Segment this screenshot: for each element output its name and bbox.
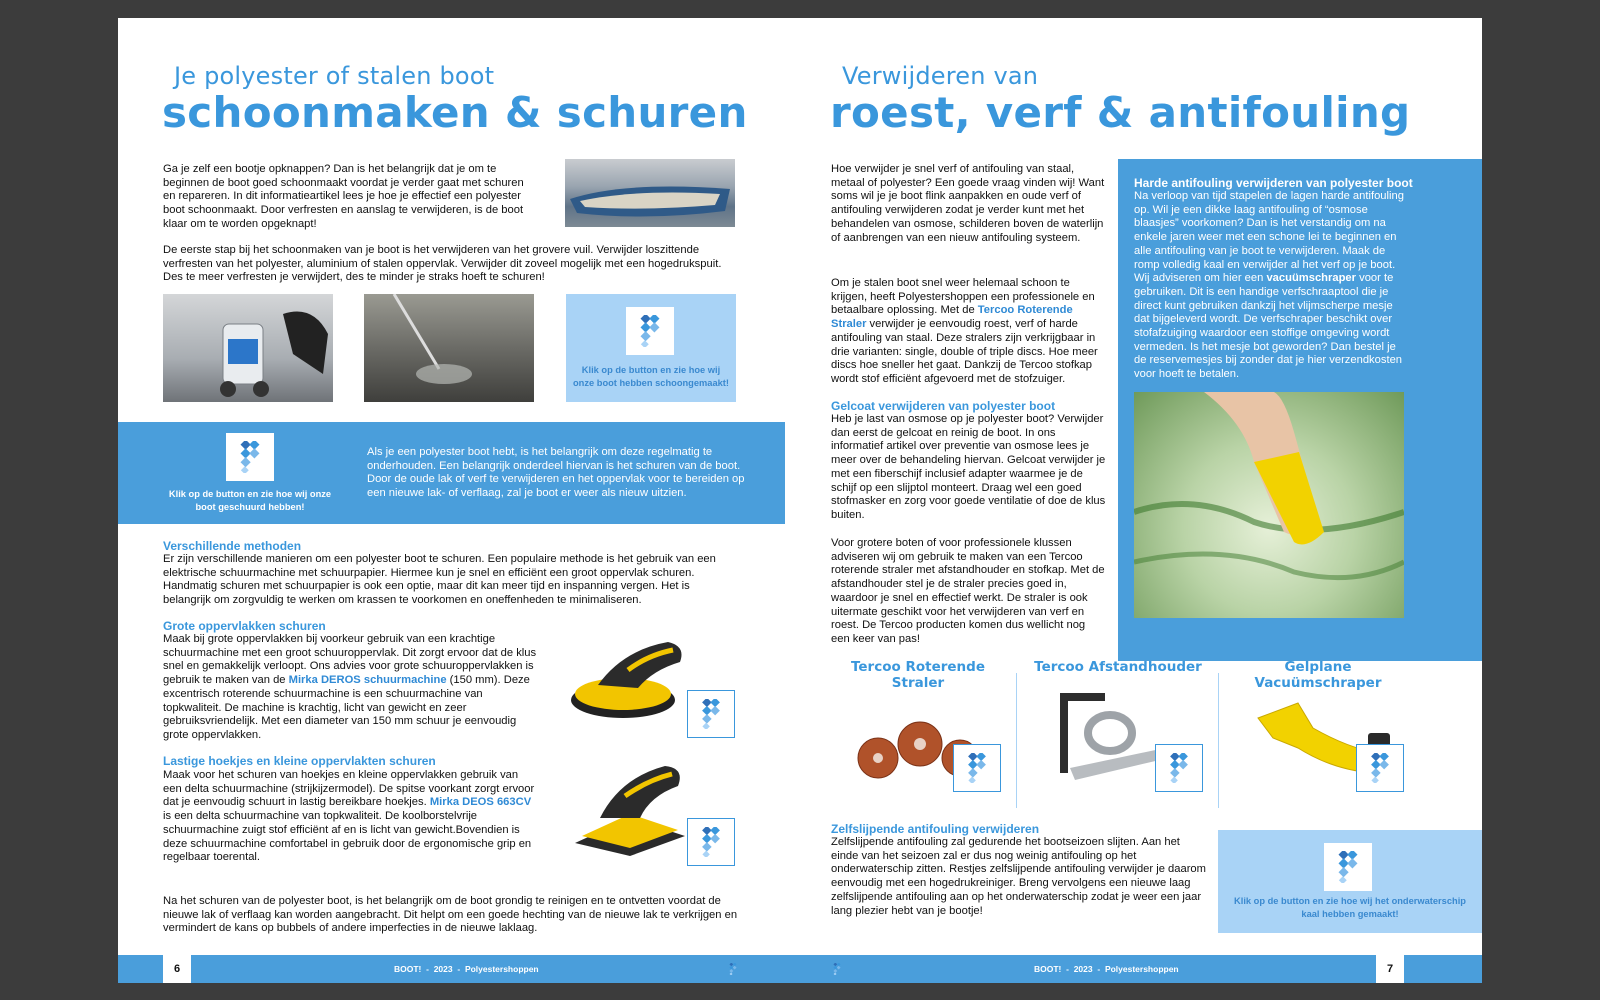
- logo-icon[interactable]: [1155, 744, 1203, 792]
- large-surface-text: [163, 633, 538, 743]
- corners-heading: Lastige hoekjes en kleine oppervlakten schuren: [163, 754, 436, 768]
- tercoo-straler-link[interactable]: Tercoo Roterende Straler: [831, 304, 1073, 331]
- footer-year: 2023: [433, 964, 453, 974]
- logo-icon: [626, 307, 674, 355]
- magazine-spread: [118, 18, 1482, 983]
- right-p3: Voor grotere boten of voor professionele klussen adviseren wij om gebruik te maken van een Tercoo roterende straler met afstandhouder en stofkap. Met de afstandhouder stel je de straler precies goed in, waardoor je snel en effectief werkt. De straler is ook uitermate geschikt voor het verwijderen van verf en roest. De Tercoo producten komen dus wellicht nog een keer van pas!: [831, 537, 1105, 645]
- right-headline: roest, verf & antifouling: [830, 88, 1411, 137]
- logo-icon[interactable]: [1356, 744, 1404, 792]
- right-kicker: Verwijderen van: [842, 62, 1039, 90]
- p2-text-b: verwijder je eenvoudig roest, verf of harde antifouling van staal. Deze stralers zijn verkrijgbaar in drie varianten: single, double of triple discs. Hoe meer discs hoe sneller het gaat. Dankzij de Tercoo stofkap wordt stof efficiënt afgevoerd met de stofzuiger.: [831, 318, 1098, 385]
- antifouling-box-heading: Harde antifouling verwijderen van polyester boot: [1134, 176, 1413, 190]
- footer-brand: BOOT!: [1034, 964, 1062, 974]
- cleaning-deck-photo: [364, 294, 534, 402]
- logo-icon[interactable]: [953, 744, 1001, 792]
- gelcoat-heading: Gelcoat verwijderen van polyester boot: [831, 399, 1056, 413]
- footer-company: Polyestershoppen: [464, 964, 539, 974]
- sanding-band-text: Als je een polyester boot hebt, is het belangrijk om deze regelmatig te onderhouden. Een belangrijk onderdeel hiervan is het schuren van de boot. Door de oude lak of verf te verwijderen en het oppervlak voor te bereiden op een nieuwe lak- of verflaag, zal je boot er weer als nieuw uitzien.: [367, 446, 745, 500]
- boat-photo: [565, 159, 735, 227]
- footer-year: 2023: [1073, 964, 1093, 974]
- box-text-a: Na verloop van tijd stapelen de lagen harde antifouling op. Wil je een dikke laag antifouling of “osmose blaasjes” voorkomen? Dan is het verstandig om na enkele jaren weer met een schone lei te beginnen en alle antifouling van je boot te verwijderen. Maak de romp volledig kaal en verwijder al het verf op je boot. Wij adviseren om hier een: [1134, 190, 1404, 285]
- right-p2: [831, 277, 1106, 387]
- logo-icon[interactable]: [687, 690, 735, 738]
- methods-text: Er zijn verschillende manieren om een polyester boot te schuren. Een populaire methode is het gebruik van een elektrische schuurmachine met schuurpapier. Hiermee kun je snel en efficiënt een groot oppervlak schuren. Handmatig schuren met schuurpapier is ook een optie, maar dit kan meer tijd en inspanning vergen. Het is belangrijk om zorgvuldig te werken om krassen te voorkomen en oneffenheden te minimaliseren.: [163, 553, 716, 607]
- clean-video-caption: Klik op de button en zie hoe wij onze boot hebben schoongemaakt!: [573, 365, 729, 388]
- page-number-right: 7: [1376, 955, 1404, 983]
- antifouling-box: [1118, 159, 1482, 661]
- antifouling-box-text: [1134, 190, 1406, 382]
- product-title-straler: Tercoo Roterende Straler: [850, 659, 985, 691]
- footer-brand: BOOT!: [394, 964, 422, 974]
- zelfslijpend-heading: Zelfslijpende antifouling verwijderen: [831, 822, 1040, 836]
- mirka-deos-link[interactable]: Mirka DEOS 663CV: [429, 796, 532, 809]
- mirka-deros-photo: [568, 630, 688, 725]
- sanding-band: [118, 422, 785, 524]
- right-footer-text: [1034, 964, 1179, 974]
- corner-text-a: Maak voor het schuren van hoekjes en kleine oppervlakken gebruik van een delta schuurmachine (strijkijzermodel). De spitse voorkant zorgt ervoor dat je eenvoudig schuurt in lastig bereikbare hoekjes.: [163, 769, 535, 809]
- footer-company: Polyestershoppen: [1104, 964, 1179, 974]
- left-intro-p1: Ga je zelf een bootje opknappen? Dan is het belangrijk dat je om te beginnen de boot goed schoonmaakt voordat je verder gaat met schuren en repareren. In dit informatieartikel lees je hoe je effectief een polyester boot schoonmaakt. Door verfresten en aanslag te verwijderen, is de boot klaar om te worden opgeknapt!: [163, 163, 524, 230]
- mirka-deros-link[interactable]: Mirka DEROS schuurmachine: [288, 674, 447, 687]
- right-p1: Hoe verwijder je snel verf of antifouling van staal, metaal of polyester? Een goede vraag vinden wij! Want soms wil je je boot flink aanpakken en oude verf of antifouling verwijderen zodat je verder kunt met het behandelen van osmose, schilderen boven de waterlijn of aanbrengen van een nieuw antifouling systeem.: [831, 163, 1105, 244]
- left-footer: [118, 955, 785, 983]
- footer-sep: -: [1066, 964, 1069, 974]
- methods-heading: Verschillende methoden: [163, 539, 302, 553]
- left-intro-p2: De eerste stap bij het schoonmaken van je boot is het verwijderen van het grovere vuil. Verwijder loszittende verfresten van het polyester, aluminium of stalen oppervlak. Verwijder dit zoveel mogelijk met een hogedrukspuit. Des te meer verfresten je verwijdert, des te minder je straks hoeft te schuren!: [163, 244, 722, 284]
- underwater-video-caption: Klik op de button en zie hoe wij het onderwaterschip kaal hebben gemaakt!: [1234, 896, 1466, 919]
- scraper-photo: [1134, 392, 1404, 618]
- corner-text-b: is een delta schuurmachine van topkwaliteit. De koolborstelvrije schuurmachine zuigt stof efficiënt af en is licht van gewicht.Bovendien is deze schuurmachine comfortabel in gebruik door de ergonomische grip en regelbaar toerental.: [163, 810, 532, 864]
- footer-logo-icon: [727, 962, 739, 976]
- large-text-a: Maak bij grote oppervlakken bij voorkeur gebruik van een krachtige schuurmachine met een groot schuuroppervlak. Dit zorgt ervoor dat de klus snel en gemakkelijk verloopt. Ons advies voor grote schuuroppervlakken is gebruik te maken van de: [163, 633, 537, 687]
- logo-icon[interactable]: [226, 433, 274, 481]
- corners-text: [163, 769, 538, 865]
- product-title-vacuumschraper: Gelplane Vacuümschraper: [1254, 659, 1382, 691]
- footer-sep: -: [426, 964, 429, 974]
- page-number-left: 6: [163, 955, 191, 983]
- clean-video-box[interactable]: [566, 294, 736, 402]
- underwater-video-box[interactable]: [1218, 830, 1482, 933]
- pressure-washer-photo: [163, 294, 333, 402]
- box-text-b: voor te gebruiken. Dit is een handige verfschraaptool die je direct kunt gebruiken dankzij het vlijmscherpe mesje dat bijgeleverd wordt. De verfschraper beschikt over stofafzuiging waardoor een stoffige omgeving wordt vermeden. Is het mesje bot geworden? Dan bestel je de reservemesjes bij zonder dat je hier verzendkosten voor hoeft te betalen.: [1134, 272, 1403, 381]
- p2-text-a: Om je stalen boot snel weer helemaal schoon te krijgen, heeft Polyestershoppen een professionele en betaalbare oplossing. Met de: [831, 277, 1095, 317]
- product-divider: [1218, 673, 1219, 808]
- left-headline: schoonmaken & schuren: [162, 88, 748, 137]
- product-divider: [1016, 673, 1017, 808]
- product-title-afstandhouder: Tercoo Afstandhouder: [1034, 659, 1202, 675]
- footer-logo-icon: [831, 962, 843, 976]
- footer-sep: -: [457, 964, 461, 974]
- logo-icon: [1324, 843, 1372, 891]
- left-outro: Na het schuren van de polyester boot, is het belangrijk om de boot grondig te reinigen en te ontvetten voordat de nieuwe lak of verflaag kan worden aangebracht. Dit helpt om een goede hechting van de nieuwe lak te verkrijgen en vermindert de kans op bubbels of andere imperfecties in de nieuwe laklaag.: [163, 895, 738, 935]
- footer-sep: -: [1097, 964, 1101, 974]
- left-kicker: Je polyester of stalen boot: [174, 62, 495, 90]
- left-footer-text: [394, 964, 539, 974]
- box-bold: vacuümschraper: [1266, 272, 1356, 285]
- large-text-b: (150 mm). Deze excentrisch roterende schuurmachine is een schuurmachine van topkwaliteit. De machine is krachtig, licht van gewicht en zeer gebruiksvriendelijk. Met een diameter van 150 mm schuur je eenvoudig grote oppervlakken.: [163, 674, 530, 741]
- large-surface-heading: Grote oppervlakken schuren: [163, 619, 326, 633]
- zelfslijpend-text: Zelfslijpende antifouling zal gedurende het bootseizoen slijten. Aan het einde van het seizoen zal er dus nog weinig antifouling op het onderwaterschip zitten. Restjes zelfslijpende antifouling verwijder je daarom eenvoudig met een hogedrukreiniger. Breng vervolgens een nieuwe laag zelfslijpende antifouling aan op het onderwaterschip zodat je weer een jaar lang plezier hebt van je bootje!: [831, 836, 1206, 917]
- mirka-deos-photo: [570, 758, 690, 858]
- logo-icon[interactable]: [687, 818, 735, 866]
- gelcoat-text: Heb je last van osmose op je polyester boot? Verwijder dan eerst de gelcoat en reinig de boot. In ons informatief artikel over preventie van osmose lees je meer over de behandeling hiervan. Gelcoat verwijder je met een fiberschijf inclusief adapter waarmee je de schijf op een slijptol monteert. Draag wel een goed stofmasker en zorg voor goede ventilatie of doe de klus buiten.: [831, 413, 1106, 521]
- sanding-video-caption: Klik op de button en zie hoe wij onze boot geschuurd hebben!: [168, 489, 332, 512]
